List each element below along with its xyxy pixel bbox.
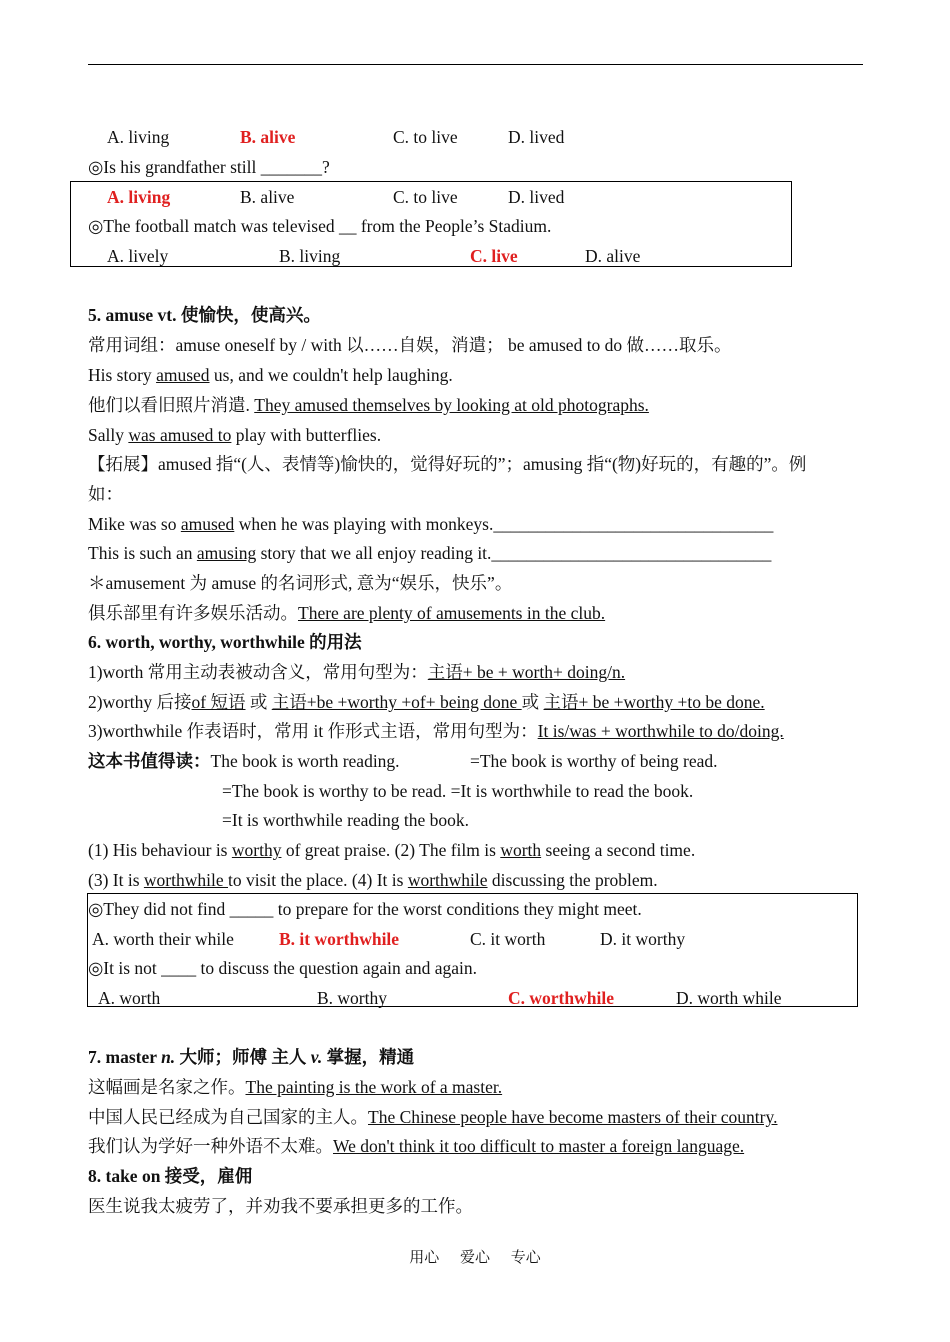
s6-examples-1-2: (1) His behaviour is worthy of great praise. (2) The film is worth seeing a second time. [88, 840, 696, 860]
s6-book-line-2: =The book is worthy to be read. =It is worthwhile to read the book. [222, 781, 694, 801]
s5-example-6: 俱乐部里有许多娱乐活动。There are plenty of amusements in the club. [88, 603, 606, 623]
s5-example-3: Sally was amused to play with butterflies. [88, 425, 382, 445]
q-football-option-c-answer: C. live [470, 246, 518, 266]
s5-phrases: 常用词组：amuse oneself by / with 以……自娱，消遣； be amused to do 做……取乐。 [88, 335, 732, 355]
s6-qa-option-b-answer: B. it worthwhile [279, 929, 400, 949]
s6-qb-option-a: A. worth [98, 988, 161, 1008]
q-still-option-c: C. to live [393, 187, 458, 207]
s8-example-1: 医生说我太疲劳了，并劝我不要承担更多的工作。 [88, 1196, 473, 1216]
s6-book-line-1: 这本书值得读：The book is worth reading. [88, 751, 400, 771]
s7-example-3: 我们认为学好一种外语不太难。We don't think it too difficult to master a foreign language. [88, 1136, 745, 1156]
s5-example-4: Mike was so amused when he was playing with monkeys.________________________________ [88, 514, 774, 534]
s6-rule-3: 3)worthwhile 作表语时，常用 it 作形式主语，常用句型为：It is/was + worthwhile to do/doing. [88, 721, 784, 741]
footer-word-2: 爱心 [459, 1248, 490, 1266]
s5-extension-line-1: 【拓展】amused 指“(人、表情等)愉快的，觉得好玩的”；amusing 指“(物)好玩的，有趣的”。例 [88, 454, 807, 474]
s5-extension-line-2: 如： [88, 484, 123, 504]
q-prev-option-c: C. to live [393, 127, 458, 147]
s5-noun-note: ＊amusement 为 amuse 的名词形式, 意为“娱乐，快乐”。 [88, 573, 513, 593]
section-5-heading: 5. amuse vt. 使愉快，使高兴。 [88, 305, 321, 325]
s6-qa-option-d: D. it worthy [600, 929, 686, 949]
q-prev-option-a: A. living [107, 127, 170, 147]
s6-qa-option-a: A. worth their while [92, 929, 234, 949]
s6-qa-option-c: C. it worth [470, 929, 546, 949]
s6-examples-3-4: (3) It is worthwhile to visit the place. (4) It is worthwhile discussing the problem. [88, 870, 658, 890]
q-still-option-a-answer: A. living [107, 187, 171, 207]
q-prev-option-d: D. lived [508, 127, 565, 147]
q-football-option-b: B. living [279, 246, 341, 266]
q-football-option-d: D. alive [585, 246, 641, 266]
footer-word-3: 专心 [510, 1248, 541, 1266]
s7-example-2: 中国人民已经成为自己国家的主人。The Chinese people have become masters of their country. [88, 1107, 778, 1127]
q-still-option-d: D. lived [508, 187, 565, 207]
section-8-heading: 8. take on 接受，雇佣 [88, 1166, 253, 1186]
s6-book-line-3: =It is worthwhile reading the book. [222, 810, 470, 830]
s6-rule-2: 2)worthy 后接of 短语 或 主语+be +worthy +of+ being done 或 主语+ be +worthy +to be done. [88, 692, 765, 712]
q-football-stem: ◎The football match was televised __ from the People’s Stadium. [88, 216, 552, 236]
section-7-heading: 7. master n. 大师；师傅 主人 v. 掌握，精通 [88, 1047, 415, 1067]
s5-example-2: 他们以看旧照片消遣. They amused themselves by looking at old photographs. [88, 395, 649, 415]
footer-word-1: 用心 [409, 1248, 440, 1266]
s6-rule-1: 1)worth 常用主动表被动含义，常用句型为：主语+ be + worth+ doing/n. [88, 662, 626, 682]
page-footer [0, 1246, 950, 1267]
s6-qa-stem: ◎They did not find _____ to prepare for the worst conditions they might meet. [88, 899, 642, 919]
section-6-heading: 6. worth, worthy, worthwhile 的用法 [88, 632, 362, 652]
s5-example-1: His story amused us, and we couldn't help laughing. [88, 365, 453, 385]
s6-qb-option-b: B. worthy [317, 988, 387, 1008]
s6-book-line-1b: =The book is worthy of being read. [470, 751, 718, 771]
q-prev-option-b-answer: B. alive [240, 127, 296, 147]
s7-example-1: 这幅画是名家之作。The painting is the work of a master. [88, 1077, 503, 1097]
header-rule [88, 64, 863, 65]
s6-qb-option-d: D. worth while [676, 988, 782, 1008]
q-still-option-b: B. alive [240, 187, 295, 207]
s6-qb-option-c-answer: C. worthwhile [508, 988, 614, 1008]
s5-example-5: This is such an amusing story that we all enjoy reading it.________________________________ [88, 543, 772, 563]
q-still-stem: ◎Is his grandfather still _______? [88, 157, 330, 177]
s6-qb-stem: ◎It is not ____ to discuss the question again and again. [88, 958, 478, 978]
q-football-option-a: A. lively [107, 246, 169, 266]
